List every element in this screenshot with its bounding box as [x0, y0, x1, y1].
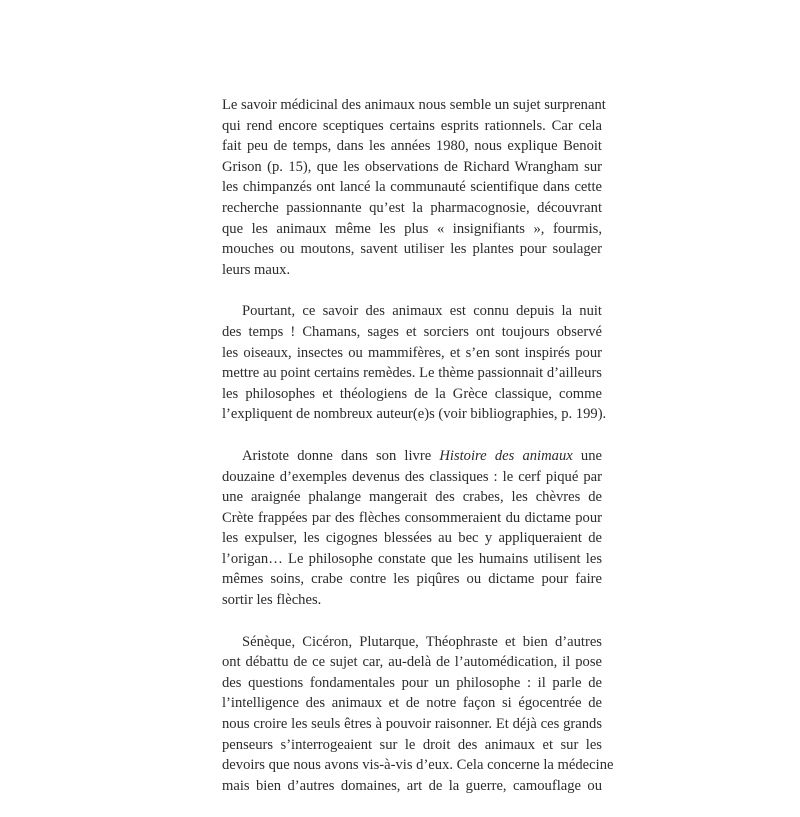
text-line: mouches ou moutons, savent utiliser les plantes pour soulager: [222, 241, 602, 258]
text-line: recherche passionnante qu’est la pharmacognosie, découvrant: [222, 199, 602, 216]
text-line: des temps ! Chamans, sages et sorciers ont toujours observé: [222, 323, 602, 340]
text-line: Le savoir médicinal des animaux nous semble un sujet surprenant: [222, 97, 606, 113]
text-line: les chimpanzés ont lancé la communauté scientifique dans cette: [222, 179, 602, 196]
text-line: Pourtant, ce savoir des animaux est connu depuis la nuit: [242, 303, 602, 320]
text-line: que les animaux même les plus « insignifiants », fourmis,: [222, 220, 602, 237]
text-line: mêmes soins, crabe contre les piqûres ou dictame pour faire: [222, 571, 602, 588]
paragraph-4: [222, 632, 614, 797]
text-line: devoirs que nous avons vis-à-vis d’eux. Cela concerne la médecine: [222, 757, 614, 774]
text-line: qui rend encore sceptiques certains esprits rationnels. Car cela: [222, 117, 602, 134]
text-line: une araignée phalange mangerait des crabes, les chèvres de: [222, 489, 602, 506]
paragraph-2: [222, 301, 607, 425]
text-line: l’intelligence des animaux et de notre façon si égocentrée de: [222, 695, 602, 712]
text-line: mettre au point certains remèdes. Le thème passionnait d’ailleurs: [222, 365, 602, 382]
text-line-with-title: Aristote donne dans son livre Histoire des animaux une: [242, 447, 602, 464]
text-line: mais bien d’autres domaines, art de la guerre, camouflage ou: [222, 777, 602, 794]
text-line: nous croire les seuls êtres à pouvoir raisonner. Et déjà ces grands: [222, 716, 602, 733]
text-line: fait peu de temps, dans les années 1980, nous explique Benoit: [222, 138, 602, 155]
text-line: les oiseaux, insectes ou mammifères, et s’en sont inspirés pour: [222, 344, 602, 361]
text-line: Grison (p. 15), que les observations de Richard Wrangham sur: [222, 158, 602, 175]
text-line: l’expliquent de nombreux auteur(e)s (voir bibliographies, p. 199).: [222, 406, 607, 423]
paragraph-1: [222, 95, 606, 280]
text-line: l’origan… Le philosophe constate que les humains utilisent les: [222, 550, 602, 567]
text-line: les philosophes et théologiens de la Grèce classique, comme: [222, 385, 602, 402]
text-line: douzaine d’exemples devenus des classiques : le cerf piqué par: [222, 468, 602, 485]
text-line: ont débattu de ce sujet car, au-delà de l’automédication, il pose: [222, 654, 602, 671]
book-title: Histoire des animaux: [439, 447, 573, 464]
text-line: penseurs s’interrogeaient sur le droit des animaux et sur les: [222, 736, 602, 753]
body-text: [222, 95, 614, 817]
text-line: Crète frappées par des flèches consommeraient du dictame pour: [222, 509, 602, 526]
text-line: sortir les flèches.: [222, 592, 322, 609]
text-line: leurs maux.: [222, 261, 291, 278]
text-line: des questions fondamentales pour un philosophe : il parle de: [222, 674, 602, 691]
paragraph-3: [222, 446, 602, 611]
text-line: Sénèque, Cicéron, Plutarque, Théophraste et bien d’autres: [242, 633, 602, 650]
text-line: les expulser, les cigognes blessées au bec y appliqueraient de: [222, 530, 602, 547]
